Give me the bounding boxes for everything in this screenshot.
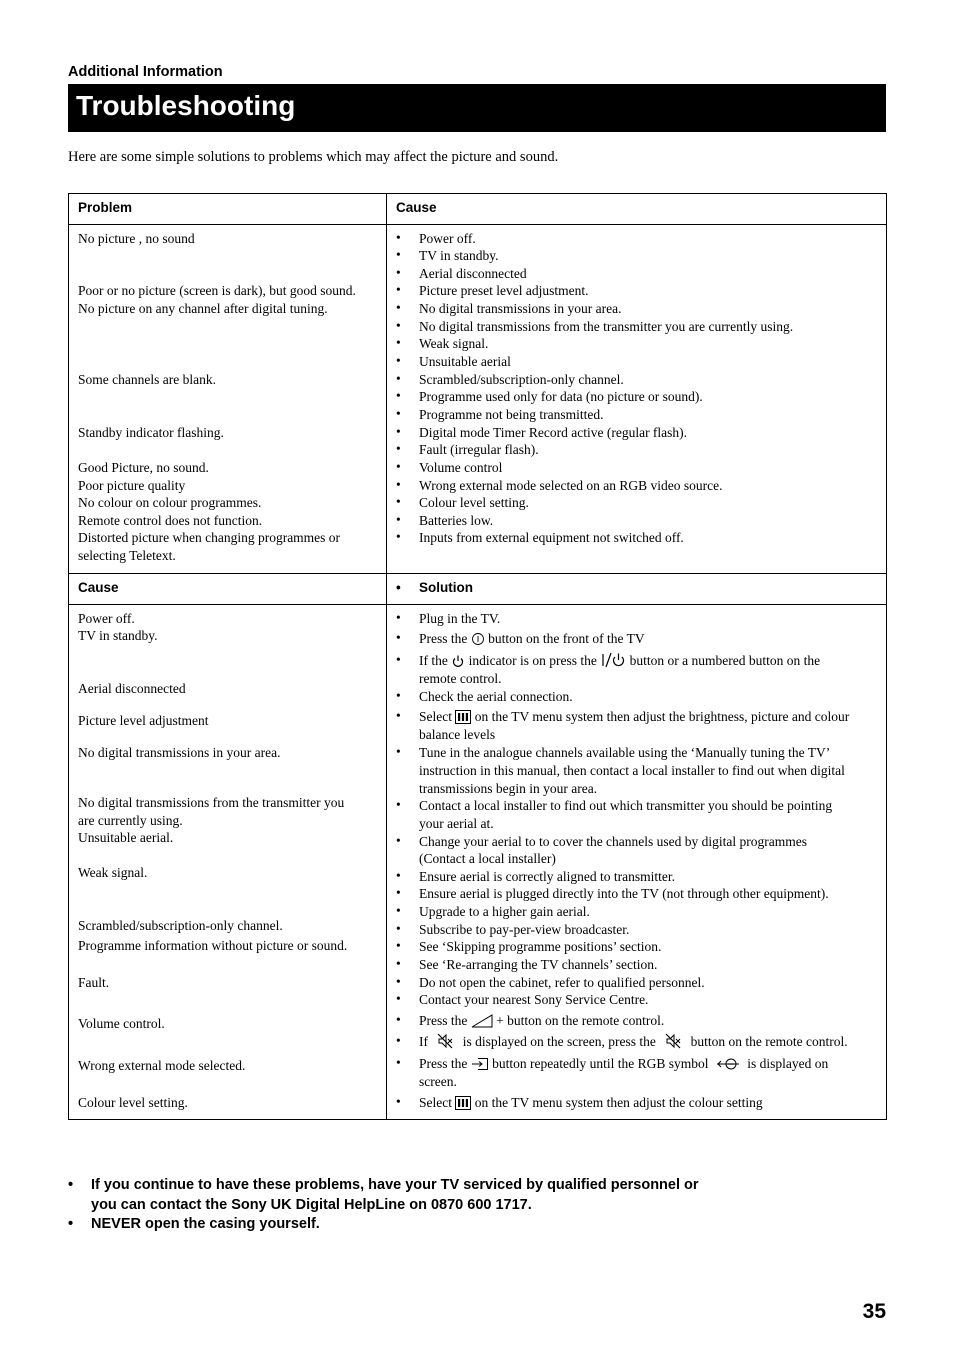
- bullet: •: [396, 956, 401, 971]
- cause-solution-table: [68, 573, 887, 1120]
- bullet: •: [396, 371, 401, 386]
- cause-item: TV in standby.: [419, 248, 499, 263]
- solution-item: Contact a local installer to find out which transmitter you should be pointing: [419, 798, 833, 813]
- cause-item: Picture level adjustment: [78, 713, 209, 728]
- bullet: •: [396, 529, 401, 544]
- bullet: •: [396, 1055, 401, 1070]
- cause-item: Power off.: [419, 231, 476, 246]
- bullet: •: [396, 652, 401, 667]
- bullet: •: [396, 903, 401, 918]
- cause-item: Unsuitable aerial: [419, 354, 511, 369]
- cause-item: Fault.: [78, 975, 110, 990]
- bullet: •: [396, 797, 401, 812]
- solution-text: If: [419, 1034, 428, 1049]
- mute-button-icon: [665, 1033, 681, 1054]
- cause-item: Batteries low.: [419, 513, 494, 528]
- solution-item: [419, 1094, 763, 1115]
- solution-text: on the TV menu system then adjust the brightness, picture and colour: [474, 709, 850, 724]
- solution-item: Do not open the cabinet, refer to qualified personnel.: [419, 975, 705, 990]
- bullet: •: [396, 1012, 401, 1027]
- cause-item: Programme used only for data (no picture or sound).: [419, 389, 703, 404]
- solution-item: Ensure aerial is correctly aligned to transmitter.: [419, 869, 676, 884]
- solution-item: Check the aerial connection.: [419, 689, 573, 704]
- on-standby-icon: [600, 652, 626, 673]
- page-number: 35: [862, 1300, 886, 1323]
- solution-item: (Contact a local installer): [419, 851, 556, 866]
- solution-item: [419, 1055, 828, 1076]
- solution-text: Press the: [419, 1013, 468, 1028]
- solution-item: See ‘Skipping programme positions’ section.: [419, 939, 662, 954]
- bullet: •: [396, 708, 401, 723]
- mute-icon: [437, 1033, 453, 1054]
- cause-item: Unsuitable aerial.: [78, 830, 174, 845]
- title-bar: [68, 84, 886, 132]
- rgb-input-icon: [716, 1057, 740, 1076]
- solution-text: button repeatedly until the RGB symbol: [492, 1056, 709, 1071]
- problem-item: Poor or no picture (screen is dark), but good sound.: [78, 283, 356, 298]
- cause-item: Programme not being transmitted.: [419, 407, 604, 422]
- header-cause: Cause: [396, 200, 437, 215]
- solution-item: [419, 1012, 664, 1033]
- bullet: •: [396, 1094, 401, 1109]
- problem-item: Standby indicator flashing.: [78, 425, 224, 440]
- solution-item: See ‘Re-arranging the TV channels’ section.: [419, 957, 658, 972]
- cause-item: Weak signal.: [78, 865, 148, 880]
- solution-text: Select: [419, 709, 452, 724]
- cause-item: No digital transmissions in your area.: [78, 745, 281, 760]
- solution-item: remote control.: [419, 671, 502, 686]
- bullet: •: [396, 833, 401, 848]
- problem-item: Poor picture quality: [78, 478, 186, 493]
- bullet: •: [396, 868, 401, 883]
- solution-item: transmissions begin in your area.: [419, 781, 598, 796]
- cause-item: No digital transmissions in your area.: [419, 301, 622, 316]
- cause-item: Inputs from external equipment not switched off.: [419, 530, 684, 545]
- cause-item: Colour level setting.: [419, 495, 529, 510]
- problem-item: Remote control does not function.: [78, 513, 263, 528]
- cause-item: TV in standby.: [78, 628, 158, 643]
- problem-cause-table: [68, 193, 887, 574]
- bullet: •: [396, 974, 401, 989]
- solution-item: Subscribe to pay-per-view broadcaster.: [419, 922, 630, 937]
- solution-text: + button on the remote control.: [496, 1013, 665, 1028]
- solution-item: your aerial at.: [419, 816, 494, 831]
- bullet: •: [396, 406, 401, 421]
- footnote-1: [68, 1175, 828, 1217]
- solution-item: instruction in this manual, then contact a local installer to find out when digital: [419, 763, 845, 778]
- cause-item: Picture preset level adjustment.: [419, 283, 589, 298]
- bullet: •: [68, 1177, 74, 1193]
- bullet: •: [396, 744, 401, 759]
- bullet: •: [396, 1033, 401, 1048]
- bullet: •: [396, 580, 401, 595]
- cause-item: are currently using.: [78, 813, 183, 828]
- bullet: •: [396, 512, 401, 527]
- cause-item: Weak signal.: [419, 336, 489, 351]
- solution-item: [419, 1033, 848, 1054]
- solution-text: indicator is on press the: [468, 653, 597, 668]
- cause-item: Digital mode Timer Record active (regular flash).: [419, 425, 688, 440]
- cause-item: No digital transmissions from the transmitter you are currently using.: [419, 319, 794, 334]
- solution-text: button on the remote control.: [690, 1034, 848, 1049]
- solution-text: on the TV menu system then adjust the colour setting: [474, 1095, 763, 1110]
- solution-text: Press the: [419, 631, 468, 646]
- cause-item: Aerial disconnected: [78, 681, 186, 696]
- bullet: •: [396, 282, 401, 297]
- bullet: •: [396, 388, 401, 403]
- header-problem: Problem: [78, 200, 133, 215]
- problem-item: selecting Teletext.: [78, 548, 176, 563]
- footnote-line: If you continue to have these problems, have your TV serviced by qualified personnel or: [91, 1177, 699, 1193]
- volume-icon: [471, 1014, 493, 1033]
- cause-item: Wrong external mode selected.: [78, 1058, 246, 1073]
- solution-item: Upgrade to a higher gain aerial.: [419, 904, 590, 919]
- bullet: •: [396, 991, 401, 1006]
- solution-text: If the: [419, 653, 448, 668]
- input-select-icon: [471, 1057, 489, 1076]
- table-header: [69, 574, 886, 605]
- bullet: •: [396, 300, 401, 315]
- bullet: •: [396, 265, 401, 280]
- cause-item: Scrambled/subscription-only channel.: [419, 372, 624, 387]
- footnote-line: you can contact the Sony UK Digital HelpLine on 0870 600 1717.: [91, 1197, 532, 1213]
- solution-text: is displayed on the screen, press the: [462, 1034, 656, 1049]
- solution-text: button on the front of the TV: [488, 631, 645, 646]
- bullet: •: [396, 477, 401, 492]
- solution-text: Press the: [419, 1056, 468, 1071]
- page-title: Troubleshooting: [76, 90, 296, 121]
- solution-text: Select: [419, 1095, 452, 1110]
- problem-item: No picture on any channel after digital tuning.: [78, 301, 328, 316]
- bullet: •: [396, 610, 401, 625]
- bullet: •: [396, 318, 401, 333]
- problem-item: Good Picture, no sound.: [78, 460, 209, 475]
- bullet: •: [396, 247, 401, 262]
- problem-item: No colour on colour programmes.: [78, 495, 262, 510]
- solution-item: [419, 630, 645, 651]
- bullet: •: [396, 230, 401, 245]
- bullet: •: [396, 441, 401, 456]
- bullet: •: [396, 938, 401, 953]
- solution-item: Tune in the analogue channels available using the ‘Manually tuning the TV’: [419, 745, 831, 760]
- picture-menu-icon: [455, 1096, 471, 1115]
- solution-item: screen.: [419, 1074, 457, 1089]
- bullet: •: [68, 1216, 74, 1232]
- cause-item: Wrong external mode selected on an RGB video source.: [419, 478, 723, 493]
- problem-item: Some channels are blank.: [78, 372, 216, 387]
- cause-item: Colour level setting.: [78, 1095, 188, 1110]
- solution-item: Contact your nearest Sony Service Centre.: [419, 992, 649, 1007]
- bullet: •: [396, 494, 401, 509]
- solution-text: button or a numbered button on the: [629, 653, 821, 668]
- solution-item: balance levels: [419, 727, 496, 742]
- bullet: •: [396, 688, 401, 703]
- header-cause: Cause: [78, 580, 119, 595]
- section-label: Additional Information: [68, 64, 223, 80]
- bullet: •: [396, 424, 401, 439]
- solution-item: Change your aerial to to cover the channels used by digital programmes: [419, 834, 808, 849]
- bullet: •: [396, 921, 401, 936]
- cause-item: Programme information without picture or sound.: [78, 938, 348, 953]
- bullet: •: [396, 630, 401, 645]
- cause-item: Power off.: [78, 611, 135, 626]
- problem-item: No picture , no sound: [78, 231, 195, 246]
- problem-item: Distorted picture when changing programmes or: [78, 530, 341, 545]
- cause-item: Fault (irregular flash).: [419, 442, 539, 457]
- cause-item: Volume control: [419, 460, 503, 475]
- cause-item: Scrambled/subscription-only channel.: [78, 918, 283, 933]
- footnote-line: NEVER open the casing yourself.: [91, 1216, 320, 1232]
- solution-item: Ensure aerial is plugged directly into the TV (not through other equipment).: [419, 886, 829, 901]
- footnote-2: [68, 1214, 468, 1236]
- cause-item: Aerial disconnected: [419, 266, 527, 281]
- bullet: •: [396, 885, 401, 900]
- solution-text: is displayed on: [747, 1056, 829, 1071]
- intro-text: Here are some simple solutions to problems which may affect the picture and sound.: [68, 149, 559, 165]
- cause-item: Volume control.: [78, 1016, 165, 1031]
- power-button-icon: [471, 632, 485, 651]
- table-header: [69, 194, 886, 225]
- bullet: •: [396, 459, 401, 474]
- cause-item: No digital transmissions from the transmitter you: [78, 795, 345, 810]
- bullet: •: [396, 335, 401, 350]
- bullet: •: [396, 353, 401, 368]
- solution-item: Plug in the TV.: [419, 611, 501, 626]
- header-solution: Solution: [419, 580, 473, 595]
